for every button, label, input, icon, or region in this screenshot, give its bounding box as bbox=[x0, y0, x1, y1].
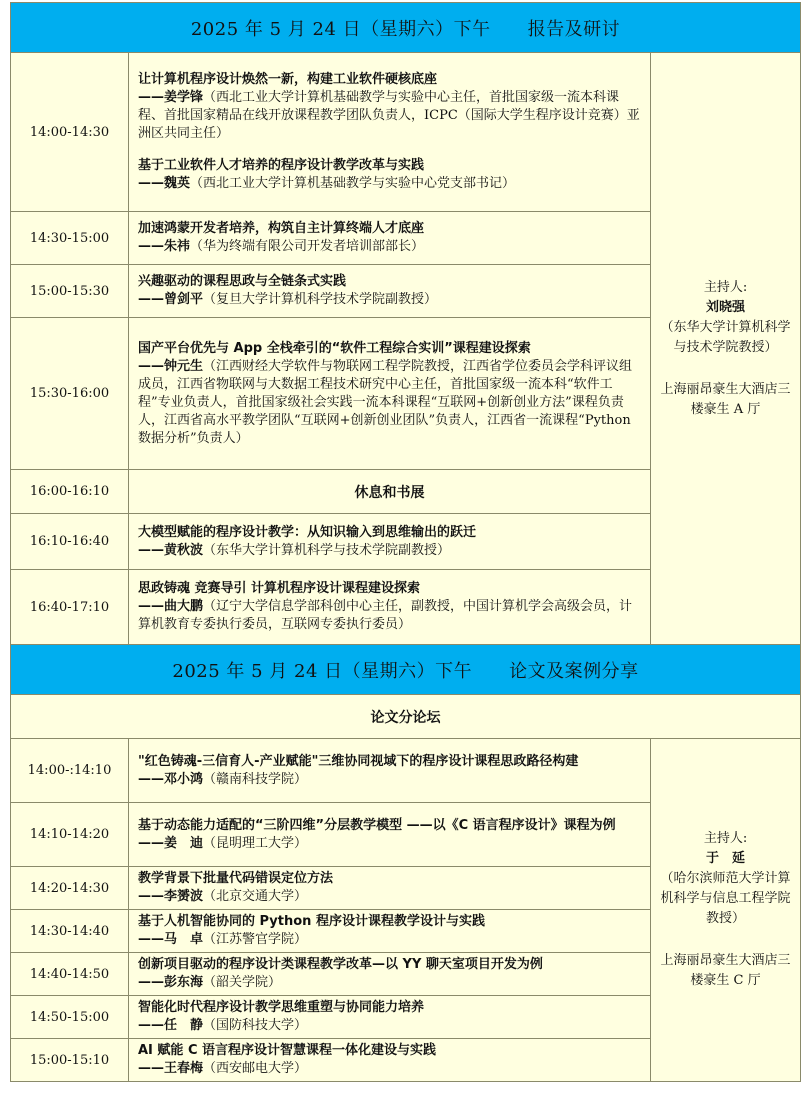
session-content bbox=[129, 867, 651, 910]
session-content bbox=[129, 212, 651, 265]
speaker-name: ——李赟波 bbox=[138, 889, 204, 904]
speaker-info bbox=[138, 542, 644, 560]
schedule-table-papers bbox=[10, 644, 801, 1082]
speaker-info bbox=[138, 89, 644, 143]
speaker-name: ——黄秋波 bbox=[138, 542, 204, 558]
talk-title: 让计算机程序设计焕然一新，构建工业软件硬核底座 bbox=[138, 72, 438, 87]
session-content bbox=[129, 739, 651, 803]
speaker-affiliation: （赣南科技学院） bbox=[203, 771, 308, 787]
time-slot: 15:00-15:30 bbox=[11, 265, 129, 318]
speaker-name: ——姜学锋 bbox=[138, 90, 204, 105]
talk-title: 大模型赋能的程序设计教学：从知识输入到思维输出的跃迁 bbox=[138, 524, 477, 540]
time-slot: 14:20-14:30 bbox=[11, 867, 129, 910]
host-cell bbox=[651, 739, 801, 1082]
time-slot: 14:50-15:00 bbox=[11, 996, 129, 1039]
host-name: 刘晓强 bbox=[706, 299, 746, 315]
paper-title: 智能化时代程序设计教学思维重塑与协同能力培养 bbox=[138, 1000, 425, 1015]
time-slot: 14:30-15:00 bbox=[11, 212, 129, 265]
speaker-affiliation: （昆明理工大学） bbox=[203, 835, 308, 851]
speaker-name: ——曲大鹏 bbox=[138, 599, 204, 614]
time-slot: 14:00-:14:10 bbox=[11, 739, 129, 803]
speaker-affiliation: （辽宁大学信息学部科创中心主任，副教授，中国计算机学会高级会员，计算机教育专委执行委员，互联网专委执行委员） bbox=[138, 599, 633, 632]
speaker-affiliation: （西安邮电大学） bbox=[203, 1061, 308, 1076]
session-content bbox=[129, 265, 651, 318]
speaker-info bbox=[138, 835, 644, 853]
talk-title: 思政铸魂 竞赛导引 计算机程序设计课程建设探索 bbox=[138, 581, 421, 596]
speaker-affiliation: （复旦大学计算机科学技术学院副教授） bbox=[203, 292, 438, 307]
section-header-papers: 2025 年 5 月 24 日（星期六）下午 论文及案例分享 bbox=[11, 645, 801, 695]
talk-title: 兴趣驱动的课程思政与全链条式实践 bbox=[138, 274, 347, 289]
speaker-info bbox=[138, 1060, 644, 1078]
host-label: 主持人: bbox=[703, 279, 748, 295]
speaker-name: ——曾剑平 bbox=[138, 292, 204, 307]
session-content bbox=[129, 514, 651, 570]
session-content bbox=[129, 910, 651, 953]
speaker-name: ——魏英 bbox=[138, 176, 191, 191]
paper-title: "红色铸魂-三信育人-产业赋能"三维协同视域下的程序设计课程思政路径构建 bbox=[138, 753, 579, 769]
speaker-name: ——姜 迪 bbox=[138, 835, 204, 851]
speaker-affiliation: （华为终端有限公司开发者培训部部长） bbox=[190, 239, 425, 254]
speaker-info bbox=[138, 175, 644, 193]
session-content bbox=[129, 996, 651, 1039]
host-affiliation: （东华大学计算机科学与技术学院教授） bbox=[660, 319, 791, 355]
venue: 上海丽昂豪生大酒店三楼豪生 C 厅 bbox=[660, 953, 791, 988]
host-cell bbox=[651, 53, 801, 645]
session-content bbox=[129, 803, 651, 867]
table-row bbox=[11, 739, 801, 803]
speaker-info bbox=[138, 1017, 644, 1035]
subforum-title: 论文分论坛 bbox=[11, 695, 801, 739]
time-slot: 14:00-14:30 bbox=[11, 53, 129, 212]
paper-title: 基于动态能力适配的“三阶四维”分层教学模型 ——以《C 语言程序设计》课程为例 bbox=[138, 817, 616, 833]
session-content bbox=[129, 570, 651, 645]
speaker-info bbox=[138, 931, 644, 949]
host-name: 于 延 bbox=[706, 851, 746, 866]
time-slot: 15:30-16:00 bbox=[11, 318, 129, 470]
session-content bbox=[129, 53, 651, 212]
host-affiliation: （哈尔滨师范大学计算机科学与信息工程学院教授） bbox=[660, 871, 791, 926]
speaker-info bbox=[138, 358, 644, 448]
paper-title: 教学背景下批量代码错误定位方法 bbox=[138, 871, 334, 886]
paper-title: 创新项目驱动的程序设计类课程教学改革—以 YY 聊天室项目开发为例 bbox=[138, 957, 543, 972]
table-row bbox=[11, 53, 801, 212]
speaker-name: ——马 卓 bbox=[138, 932, 204, 947]
speaker-name: ——朱祎 bbox=[138, 239, 191, 254]
speaker-info bbox=[138, 291, 644, 309]
venue: 上海丽昂豪生大酒店三楼豪生 A 厅 bbox=[660, 381, 791, 417]
break-label: 休息和书展 bbox=[129, 470, 651, 514]
speaker-affiliation: （西北工业大学计算机基础教学与实验中心党支部书记） bbox=[190, 176, 516, 191]
speaker-name: ——王春梅 bbox=[138, 1061, 204, 1076]
paper-title: AI 赋能 C 语言程序设计智慧课程一体化建设与实践 bbox=[138, 1043, 437, 1058]
speaker-affiliation: （国防科技大学） bbox=[203, 1018, 308, 1033]
time-slot: 14:30-14:40 bbox=[11, 910, 129, 953]
speaker-affiliation: （江苏警官学院） bbox=[203, 932, 308, 947]
speaker-affiliation: （东华大学计算机科学与技术学院副教授） bbox=[203, 542, 451, 558]
schedule-table-reports bbox=[10, 2, 801, 645]
session-content bbox=[129, 953, 651, 996]
speaker-affiliation: （江西财经大学软件与物联网工程学院教授，江西省学位委员会学科评议组成员，江西省物联网与大数据工程技术研究中心主任，首批国家级一流本科“软件工程”专业负责人，首批国家级社会实践一流本科课程“互联网+创新创业方法”课程负责人，江西省高水平教学团队“互联网+创新创业团队”负责人，江西省一流课程“Python 数据分析”负责人） bbox=[138, 358, 633, 446]
time-slot: 16:40-17:10 bbox=[11, 570, 129, 645]
time-slot: 16:10-16:40 bbox=[11, 514, 129, 570]
speaker-name: ——彭东海 bbox=[138, 975, 204, 990]
speaker-info bbox=[138, 888, 644, 906]
speaker-info bbox=[138, 598, 644, 634]
session-content bbox=[129, 1039, 651, 1082]
speaker-name: ——任 静 bbox=[138, 1018, 204, 1033]
talk-title: 基于工业软件人才培养的程序设计教学改革与实践 bbox=[138, 158, 425, 173]
speaker-name: ——钟元生 bbox=[138, 358, 204, 374]
speaker-affiliation: （北京交通大学） bbox=[203, 889, 308, 904]
talk-title: 国产平台优先与 App 全栈牵引的“软件工程综合实训”课程建设探索 bbox=[138, 340, 531, 356]
speaker-affiliation: （韶关学院） bbox=[203, 975, 282, 990]
time-slot: 16:00-16:10 bbox=[11, 470, 129, 514]
time-slot: 14:40-14:50 bbox=[11, 953, 129, 996]
speaker-info bbox=[138, 771, 644, 789]
speaker-info bbox=[138, 238, 644, 256]
speaker-info bbox=[138, 974, 644, 992]
time-slot: 14:10-14:20 bbox=[11, 803, 129, 867]
time-slot: 15:00-15:10 bbox=[11, 1039, 129, 1082]
paper-title: 基于人机智能协同的 Python 程序设计课程教学设计与实践 bbox=[138, 914, 485, 929]
talk-title: 加速鸿蒙开发者培养，构筑自主计算终端人才底座 bbox=[138, 221, 425, 236]
session-content bbox=[129, 318, 651, 470]
speaker-name: ——邓小鸿 bbox=[138, 771, 204, 787]
host-label: 主持人: bbox=[703, 831, 748, 846]
speaker-affiliation: （西北工业大学计算机基础教学与实验中心主任，首批国家级一流本科课程、首批国家精品在线开放课程教学团队负责人，ICPC（国际大学生程序设计竞赛）亚洲区共同主任） bbox=[138, 90, 640, 141]
section-header-reports: 2025 年 5 月 24 日（星期六）下午 报告及研讨 bbox=[11, 3, 801, 53]
